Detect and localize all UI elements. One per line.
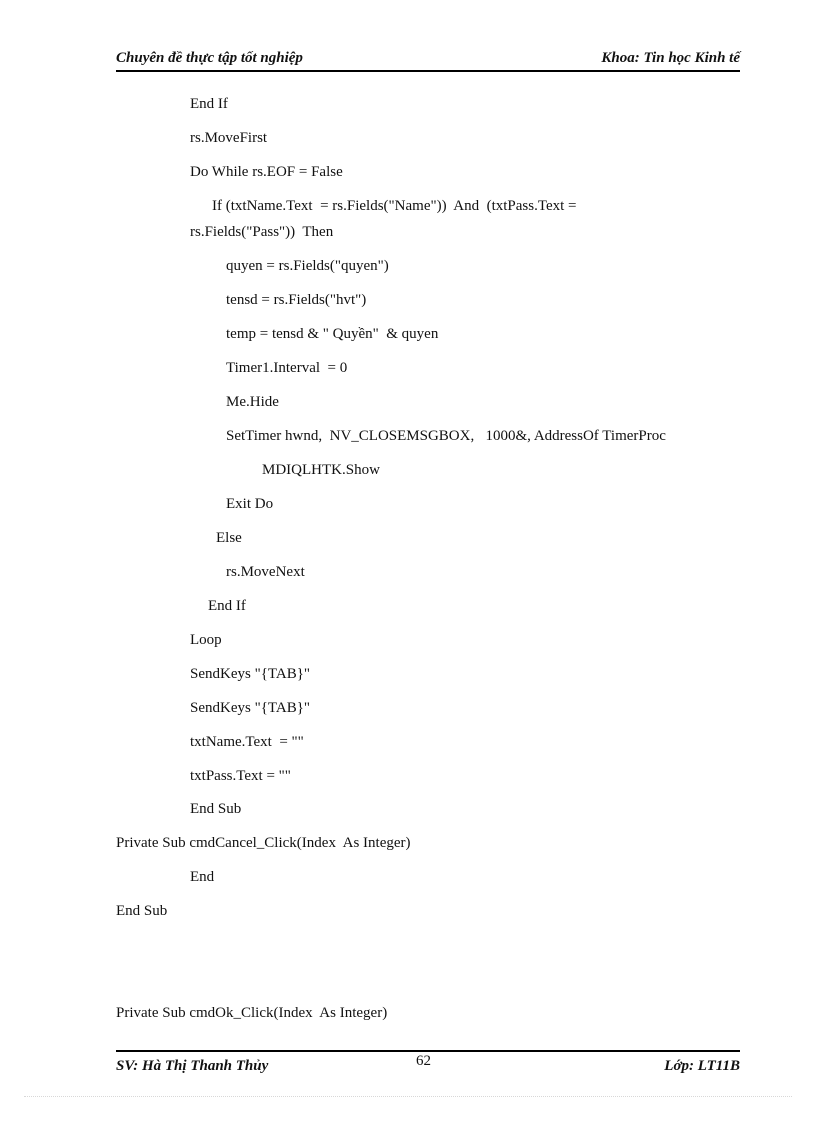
code-line: quyen = rs.Fields("quyen")	[226, 258, 389, 274]
code-line: rs.MoveNext	[226, 564, 305, 580]
code-line: tensd = rs.Fields("hvt")	[226, 292, 367, 308]
footer-student-name: SV: Hà Thị Thanh Thủy	[116, 1058, 269, 1074]
code-line: End Sub	[116, 903, 168, 919]
code-line: If (txtName.Text = rs.Fields("Name")) And (txtPass.Text =	[212, 198, 577, 214]
code-line: Else	[216, 530, 242, 546]
code-line: SendKeys "{TAB}"	[190, 700, 311, 716]
code-line: End	[190, 869, 215, 885]
code-line: Exit Do	[226, 496, 274, 512]
code-line: SendKeys "{TAB}"	[190, 666, 311, 682]
header-right-title: Khoa: Tin học Kinh tế	[601, 50, 740, 66]
footer-class-label: Lớp: LT11B	[664, 1058, 740, 1074]
page-number: 62	[416, 1053, 431, 1069]
code-line: MDIQLHTK.Show	[262, 462, 380, 478]
page-bottom-divider	[24, 1096, 792, 1097]
code-line: rs.Fields("Pass")) Then	[190, 224, 334, 240]
code-line: rs.MoveFirst	[190, 130, 268, 146]
header-left-title: Chuyên đề thực tập tốt nghiệp	[116, 50, 303, 66]
code-line: txtName.Text = ""	[190, 734, 304, 750]
code-line: Private Sub cmdOk_Click(Index As Integer)	[116, 1005, 388, 1021]
code-line: txtPass.Text = ""	[190, 768, 291, 784]
page-footer	[116, 1050, 740, 1080]
code-line: Me.Hide	[226, 394, 279, 410]
code-line: End Sub	[190, 801, 242, 817]
code-line: temp = tensd & " Quyền" & quyen	[226, 326, 439, 342]
code-line: End If	[190, 96, 228, 112]
code-line: Timer1.Interval = 0	[226, 360, 348, 376]
code-line: SetTimer hwnd, NV_CLOSEMSGBOX, 1000&, AddressOf TimerProc	[226, 428, 666, 444]
code-line: Loop	[190, 632, 222, 648]
code-line: End If	[208, 598, 246, 614]
code-line: Private Sub cmdCancel_Click(Index As Integer)	[116, 835, 411, 851]
code-line: Do While rs.EOF = False	[190, 164, 343, 180]
